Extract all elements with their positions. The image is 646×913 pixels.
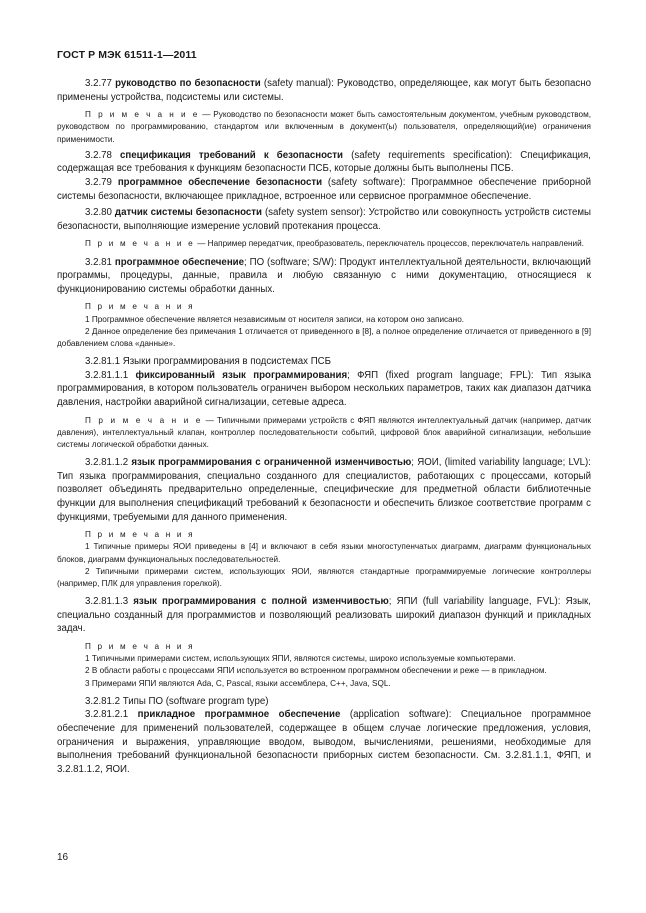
note-3-2-81-1: 1 Программное обеспечение является независимым от носителя записи, на котором оно записано. [85,314,465,324]
note-3-2-81-1-3-1: 1 Типичными примерами систем, использующих ЯПИ, являются системы, широко используемые компьютерами. [85,654,516,664]
notes-heading-3-2-81-1-3: П р и м е ч а н и я [85,641,195,651]
heading-3-2-81-1: 3.2.81.1 Языки программирования в подсистемах ПСБ [85,356,332,368]
term-3-2-81: 3.2.81 программное обеспечение; ПО (software; S/W): Продукт интеллектуальной деятельности, включающий программы, процедуры, данные, правила и любую связанную с ними документацию, относящиеся к функционированию системы обработки данных. [57,256,591,295]
note-3-2-80: П р и м е ч а н и е — Например передатчик, преобразователь, переключатель процессов, переключатель направлений. [85,239,584,249]
page-number: 16 [57,852,69,863]
term-3-2-81-2-1: 3.2.81.2.1 прикладное программное обеспечение (application software): Специальное программное обеспечение для применений пользователей, содержащее в общем случае логические предложения, условия, ограничения и выражения, управляющие вводом, выводом, вычислениями, решениями, необходимые для выполнения требований функциональной безопасности приборных систем безопасности. См. 3.2.81.1.1, ФЯП, и 3.2.81.1.2, ЯОИ. [57,709,591,775]
notes-heading-3-2-81-1-2: П р и м е ч а н и я [85,530,195,540]
note-3-2-81-1-1: П р и м е ч а н и е — Типичными примерами устройств с ФЯП являются интеллектуальный датчик (например, датчик давления), интеллектуальный клапан, контроллер последовательности событий, цифровой блок аварийной сигнализации, небольшие системы логической обработки данных. [57,415,591,449]
note-3-2-81-1-2-2: 2 Типичными примерами систем, использующих ЯОИ, являются стандартные программируемые логические контроллеры (например, ПЛК для управления горелкой). [57,566,591,588]
page-content [57,77,591,776]
term-3-2-78: 3.2.78 спецификация требований к безопасности (safety requirements specification): Спецификация, содержащая все требования к функциям безопасности ПСБ, которые должны быть выполнены ПСБ. [57,149,591,175]
heading-3-2-81-2: 3.2.81.2 Типы ПО (software program type) [85,695,269,707]
note-3-2-81-1-3-3: 3 Примерами ЯПИ являются Ada, C, Pascal, языки ассемблера, C++, Java, SQL. [85,678,391,688]
note-3-2-81-1-2-1: 1 Типичные примеры ЯОИ приведены в [4] и включают в себя языки многоступенчатых диаграмм, диаграмм функциональных блоков, диаграмм функциональных последовательностей. [57,542,591,564]
term-3-2-81-1-2: 3.2.81.1.2 язык программирования с ограниченной изменчивостью; ЯОИ, (limited variability language; LVL): Тип языка программирования, специально созданного для специалистов, работающих с процессами, который позволяет объединять предварительно определенные, специфические для предметной области библиотечные функции для выполнения спецификаций требований к безопасности и обеспечить близкое соответствие программ с функциями, требуемыми для данного применения. [57,457,591,523]
term-3-2-80: 3.2.80 датчик системы безопасности (safety system sensor): Устройство или совокупность устройств системы безопасности, выполняющие измерение условий протекания процесса. [57,207,591,232]
note-3-2-77: П р и м е ч а н и е — Руководство по безопасности может быть самостоятельным документом, учебным руководством, руководством по программированию, стандартом или включенным в документ(ы) пользователя, определяющий(ие) ограничения применимости. [57,110,592,144]
notes-heading-3-2-81: П р и м е ч а н и я [85,302,195,312]
note-3-2-81-1-3-2: 2 В области работы с процессами ЯПИ используется во встроенном программном обеспечении и реже — в прикладном. [85,666,547,676]
note-3-2-81-2: 2 Данное определение без примечания 1 отличается от приведенного в [8], а полное определение отличается от приведенного в [9] добавлением слова «данные». [57,326,591,348]
standard-header: ГОСТ Р МЭК 61511-1—2011 [57,49,197,61]
term-3-2-77: 3.2.77 руководство по безопасности (safety manual): Руководство, определяющее, как могут быть безопасно применены устройства, подсистемы или системы. [57,78,591,103]
term-3-2-81-1-1: 3.2.81.1.1 фиксированный язык программирования; ФЯП (fixed program language; FPL): Тип языка программирования, в котором пользователь ограничен выбором нескольких параметров, таких как диапазон датчика давления, настройки аварийной сигнализации, сетевые адреса. [57,369,591,408]
term-3-2-79: 3.2.79 программное обеспечение безопасности (safety software): Программное обеспечение приборной системы безопасности, включающее прикладное, встроенное или сервисное программное обеспечение. [57,176,591,202]
term-3-2-81-1-3: 3.2.81.1.3 язык программирования с полной изменчивостью; ЯПИ (full variability language, FVL): Язык, специально созданный для программистов и позволяющий реализовать широкий диапазон функций и прикладных задач. [57,596,591,635]
